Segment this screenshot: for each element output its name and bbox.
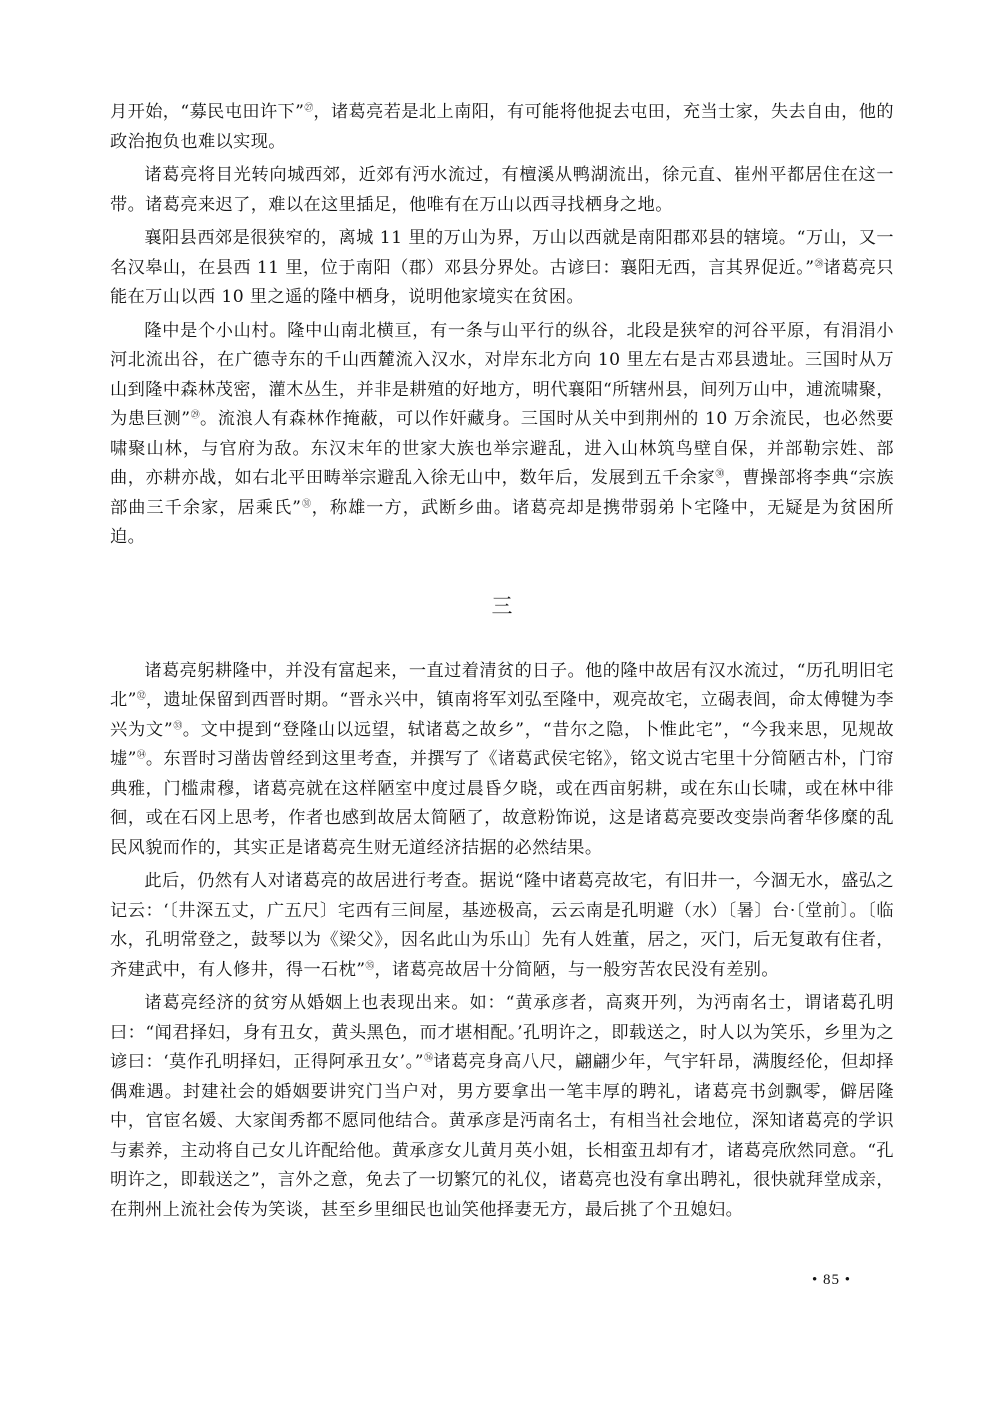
paragraph bbox=[110, 867, 894, 985]
page-body bbox=[110, 98, 894, 1225]
footnote-marker: ㉙ bbox=[190, 410, 200, 421]
footnote-marker: ㉝ bbox=[173, 720, 183, 731]
paragraph-text: 诸葛亮经济的贫穷从婚姻上也表现出来。如：“黄承彦者，高爽开列，为沔南名士，谓诸葛孔明曰：“闻君择妇，身有丑女，黄头黑色，而才堪相配。’孔明许之，即载送之，时人以为笑乐，乡里为之谚曰：‘莫作孔明择妇，正得阿承丑女’。” bbox=[110, 993, 894, 1072]
footnote-marker: ㉚ bbox=[715, 469, 725, 480]
paragraph-text: 诸葛亮将目光转向城西郊，近郊有沔水流过，有檀溪从鸭湖流出，徐元直、崔州平都居住在这一带。诸葛亮来迟了，难以在这里插足，他唯有在万山以西寻找栖身之地。 bbox=[110, 165, 894, 215]
paragraph-text: ，诸葛亮故居十分简陋，与一般穷苦农民没有差别。 bbox=[374, 959, 779, 980]
footnote-marker: ㉟ bbox=[365, 960, 375, 971]
paragraph-text: 诸葛亮身高八尺，翩翩少年，气宇轩昂，满腹经伦，但却择偶难遇。封建社会的婚姻要讲究门当户对，男方要拿出一笔丰厚的聘礼，诸葛亮书剑飘零，僻居隆中，官宦名媛、大家闺秀都不愿同他结合。黄承彦是沔南名士，有相当社会地位，深知诸葛亮的学识与素养，主动将自己女儿许配给他。黄承彦女儿黄月英小姐，长相蛮丑却有才，诸葛亮欣然同意。“孔明许之，即载送之”，言外之意，免去了一切繁冗的礼仪，诸葛亮也没有拿出聘礼，很快就拜堂成亲，在荆州上流社会传为笑谈，甚至乡里细民也讪笑他择妻无方，最后挑了个丑媳妇。 bbox=[110, 1052, 894, 1220]
paragraph bbox=[110, 989, 894, 1225]
footnote-marker: ㉗ bbox=[304, 103, 314, 114]
paragraph-text: 隆中是个小山村。隆中山南北横亘，有一条与山平行的纵谷，北段是狭窄的河谷平原，有涓涓小河北流出谷，在广德寺东的千山西麓流入汉水，对岸东北方向 10 里左右是古邓县遗址。三国时从万山到隆中森林茂密，灌木丛生，并非是耕殖的好地方，明代襄阳“所辖州县，间列万山中，逋流啸聚，为患巨测” bbox=[110, 320, 894, 429]
paragraph-text: ，遗址保留到西晋时期。“晋永兴中，镇南将军刘弘至隆中，观亮故宅，立碣表闾，命太傅犍为李兴为文” bbox=[110, 690, 894, 740]
paragraph-text: ，称雄一方，武断乡曲。诸葛亮却是携带弱弟卜宅隆中，无疑是为贫困所迫。 bbox=[110, 497, 894, 547]
footnote-marker: ㊱ bbox=[423, 1053, 434, 1064]
paragraph-text: 。流浪人有森林作掩蔽，可以作奸藏身。三国时从关中到荆州的 10 万余流民，也必然要啸聚山林，与官府为敌。东汉末年的世家大族也举宗避乱，进入山林筑鸟壁自保，并部勒宗姓、部曲，亦耕亦战，如右北平田畴举宗避乱入徐无山中，数年后，发展到五千余家 bbox=[110, 409, 894, 488]
paragraph-text: 。文中提到“登隆山以远望，轼诸葛之故乡”，“昔尔之隐，卜惟此宅”，“今我来思，见规故墟” bbox=[110, 719, 894, 769]
text-block-bottom bbox=[110, 657, 894, 1226]
paragraph-text: ，诸葛亮若是北上南阳，有可能将他捉去屯田，充当士家，失去自由，他的政治抱负也难以实现。 bbox=[110, 102, 894, 152]
paragraph-text: 。东晋时习凿齿曾经到这里考查，并撰写了《诸葛武侯宅铭》，铭文说古宅里十分简陋古朴，门帘典雅，门槛肃穆，诸葛亮就在这样陋室中度过晨昏夕晓，或在西亩躬耕，或在东山长啸，或在林中徘徊，或在石冈上思考，作者也感到故居太简陋了，故意粉饰说，这是诸葛亮要改变崇尚奢华侈糜的乱民风貌而作的，其实正是诸葛亮生财无道经济拮据的必然结果。 bbox=[110, 749, 894, 858]
text-block-top bbox=[110, 98, 894, 553]
paragraph-text: 襄阳县西郊是很狭窄的，离城 11 里的万山为界，万山以西就是南阳郡邓县的辖境。“万山，又一名汉皋山，在县西 11 里，位于南阳（郡）邓县分界处。古谚曰：襄阳无西，言其界促近。” bbox=[110, 228, 894, 278]
footnote-marker: ㉛ bbox=[301, 498, 312, 509]
paragraph bbox=[110, 224, 894, 313]
paragraph bbox=[110, 317, 894, 553]
paragraph-text: 诸葛亮只能在万山以西 10 里之遥的隆中栖身，说明他家境实在贫困。 bbox=[110, 257, 894, 307]
paragraph bbox=[110, 98, 894, 157]
paragraph-text: 此后，仍然有人对诸葛亮的故居进行考查。据说“隆中诸葛亮故宅，有旧井一，今涸无水，盛弘之记云：‘〔井深五丈，广五尺〕宅西有三间屋，基迹极高，云云南是孔明避（水）〔暑〕台·〔堂前〕。〔临水，孔明常登之，鼓琴以为《梁父》，因名此山为乐山〕先有人姓董，居之，灭门，后无复敢有住者，齐建武中，有人修井，得一石枕” bbox=[110, 871, 894, 980]
paragraph-text: 诸葛亮躬耕隆中，并没有富起来，一直过着清贫的日子。他的隆中故居有汉水流过，“历孔明旧宅北” bbox=[110, 660, 894, 710]
footnote-marker: ㉘ bbox=[814, 258, 824, 269]
paragraph bbox=[110, 161, 894, 220]
paragraph-text: 月开始，“募民屯田许下” bbox=[110, 102, 305, 122]
footnote-marker: ㉞ bbox=[136, 750, 146, 761]
page-number: • 85 • bbox=[812, 1272, 852, 1288]
section-heading: 三 bbox=[491, 593, 513, 618]
paragraph-text: ，曹操部将李典“宗族部曲三千余家，居乘氏” bbox=[110, 468, 894, 518]
paragraph bbox=[110, 657, 894, 864]
footnote-marker: ㉜ bbox=[136, 691, 146, 702]
